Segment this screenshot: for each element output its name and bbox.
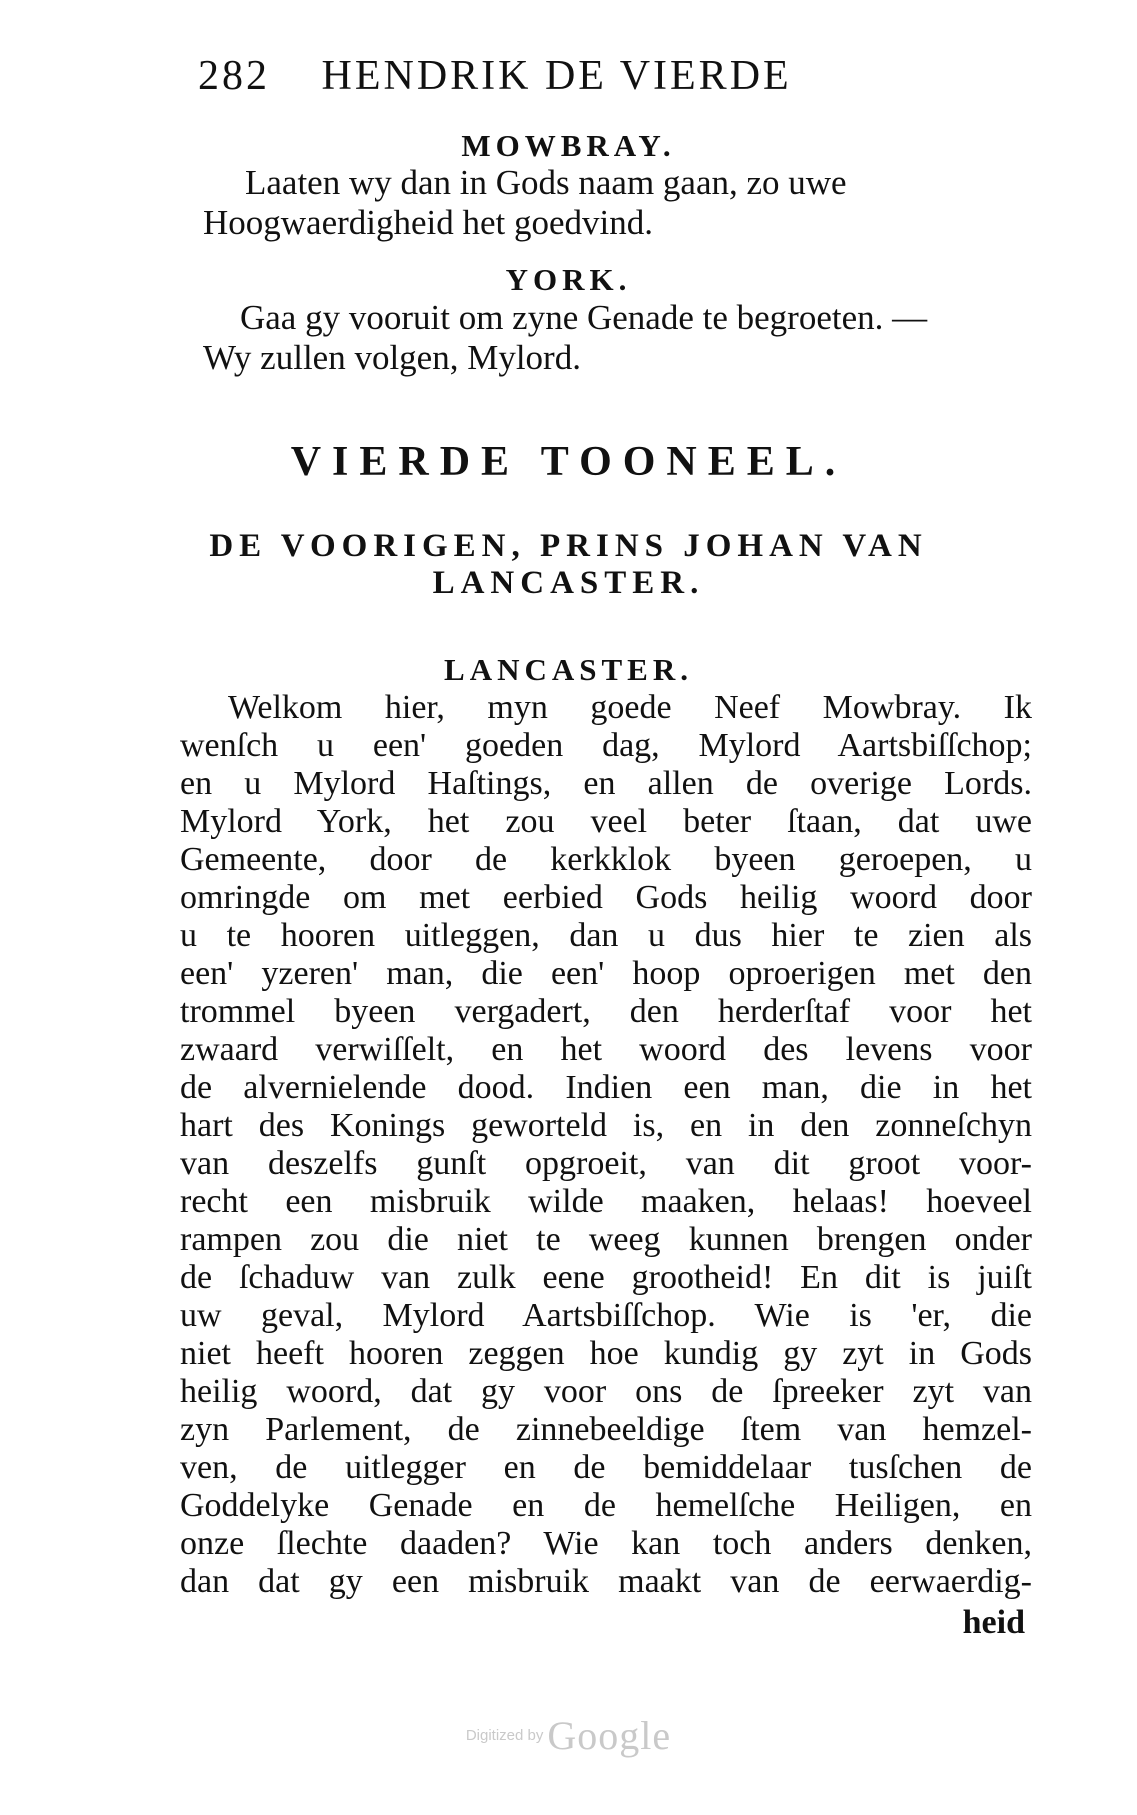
speech-line: de alvernielende dood. Indien een man, die in het	[180, 1069, 1032, 1106]
google-logo: Google	[547, 1713, 672, 1758]
speech-line: een' yzeren' man, die een' hoop oproerigen met den	[180, 955, 1032, 992]
catchword: heid	[962, 1604, 1025, 1641]
speech-line: de ſchaduw van zulk eene grootheid! En dit is juiſt	[180, 1259, 1032, 1296]
speech-line: u te hooren uitleggen, dan u dus hier te zien als	[180, 917, 1032, 954]
speech-line: hart des Konings geworteld is, en in den zonneſchyn	[180, 1107, 1032, 1144]
page-number: 282	[198, 53, 270, 99]
speech-line: ven, de uitlegger en de bemiddelaar tusſchen de	[180, 1449, 1032, 1486]
dialogue-line: Laaten wy dan in Gods naam gaan, zo uwe	[245, 163, 847, 202]
speech-line: uw geval, Mylord Aartsbiſſchop. Wie is 'er, die	[180, 1297, 1032, 1334]
dialogue-line: Wy zullen volgen, Mylord.	[203, 338, 581, 377]
speech-line: trommel byeen vergadert, den herderſtaf voor het	[180, 993, 1032, 1030]
running-header	[198, 52, 1038, 100]
cast-list-line-2: LANCASTER.	[432, 565, 705, 601]
watermark-prefix: Digitized by	[465, 1727, 544, 1744]
speaker-name: LANCASTER.	[444, 652, 693, 687]
speech-line: en u Mylord Haſtings, en allen de overige Lords.	[180, 765, 1032, 802]
cast-list-line-1: DE VOORIGEN, PRINS JOHAN VAN	[209, 528, 928, 564]
speaker-name: MOWBRAY.	[461, 128, 676, 163]
dialogue-line: Gaa gy vooruit om zyne Genade te begroeten. —	[240, 298, 928, 337]
speech-line: onze ſlechte daaden? Wie kan toch anders denken,	[180, 1525, 1032, 1562]
speech-line: rampen zou die niet te weeg kunnen brengen onder	[180, 1221, 1032, 1258]
speech-line: Welkom hier, myn goede Neef Mowbray. Ik	[228, 689, 1032, 726]
speech-line: van deszelfs gunſt opgroeit, van dit groot voor-	[180, 1145, 1032, 1182]
speech-line: dan dat gy een misbruik maakt van de eerwaerdig-	[180, 1563, 1032, 1600]
speech-line: niet heeft hooren zeggen hoe kundig gy zyt in Gods	[180, 1335, 1032, 1372]
speaker-name: YORK.	[505, 262, 632, 297]
speech-line: zwaard verwiſſelt, en het woord des levens voor	[180, 1031, 1032, 1068]
dialogue-line: Hoogwaerdigheid het goedvind.	[203, 203, 654, 242]
speech-line: Gemeente, door de kerkklok byeen geroepen, u	[180, 841, 1032, 878]
speech-line: heilig woord, dat gy voor ons de ſpreeker zyt van	[180, 1373, 1032, 1410]
speech-line: wenſch u een' goeden dag, Mylord Aartsbiſſchop;	[180, 727, 1032, 764]
scene-title: VIERDE TOONEEL.	[290, 439, 847, 485]
digitization-watermark	[0, 1712, 1137, 1759]
speech-line: Mylord York, het zou veel beter ſtaan, dat uwe	[180, 803, 1032, 840]
speech-line: zyn Parlement, de zinnebeeldige ſtem van hemzel-	[180, 1411, 1032, 1448]
speech-line: omringde om met eerbied Gods heilig woord door	[180, 879, 1032, 916]
speech-line: recht een misbruik wilde maaken, helaas! hoeveel	[180, 1183, 1032, 1220]
running-title: HENDRIK DE VIERDE	[321, 53, 792, 99]
speech-line: Goddelyke Genade en de hemelſche Heiligen, en	[180, 1487, 1032, 1524]
